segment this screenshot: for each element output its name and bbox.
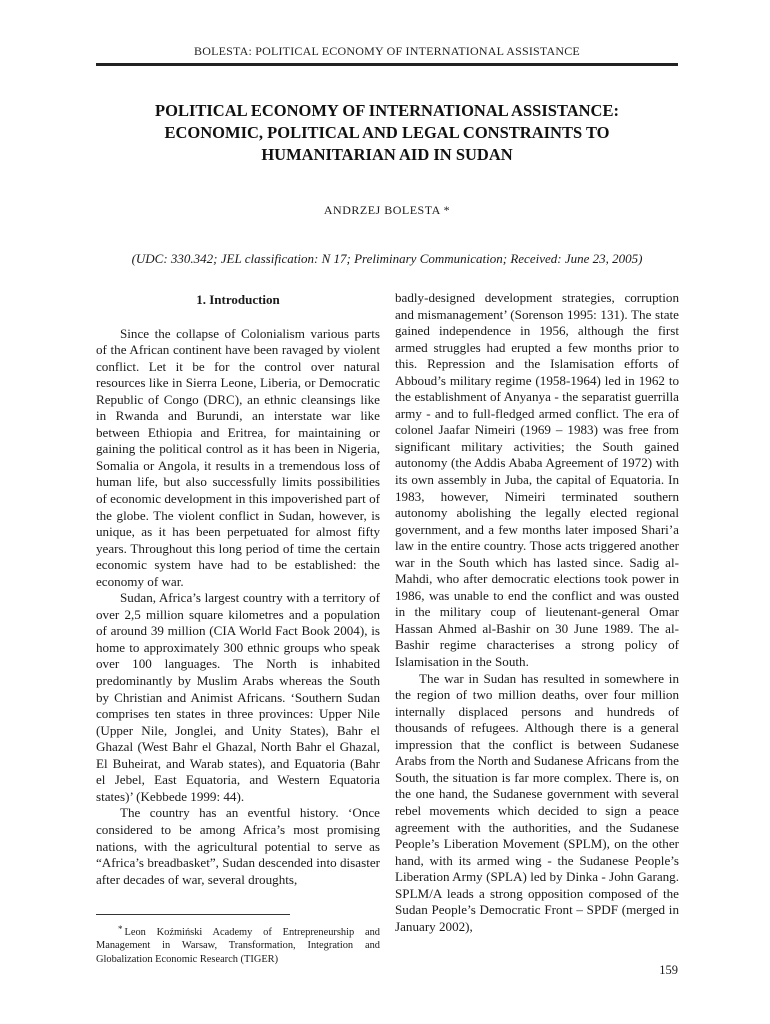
paragraph: Sudan, Africa’s largest country with a territory of over 2,5 million square kilometres and a population of around 39 million (CIA World Fact Book 2004), is home to approximately 300 ethnic groups who speak over 100 languages. The North is inhabited predominantly by Muslim Arabs whereas the South by Christian and Animist Africans. ‘Southern Sudan comprises ten states in three provinces: Upper Nile (Upper Nile, Jonglei, and Unity States), Bahr el Ghazal (West Bahr el Ghazal, North Bahr el Ghazal, El Buheirat, and Warab states), and Equatoria (Bahr el Jebel, East Equatoria, and Western Equatoria states)’ (Kebbede 1999: 44).	[96, 590, 380, 804]
article-title	[96, 100, 678, 166]
title-line-1: POLITICAL ECONOMY OF INTERNATIONAL ASSISTANCE:	[155, 101, 619, 120]
footnote-rule	[96, 914, 290, 915]
paragraph: Since the collapse of Colonialism various parts of the African continent have been ravaged by violent conflict. Let it be for the control over natural resources like in Sierra Leone, Liberia, or Democratic Republic of Congo (DRC), an ethnic cleansings like in Rwanda and Burundi, an interstate war like between Ethiopia and Eritrea, for maintaining or gaining the political control as it has been in Nigeria, Somalia or Angola, it results in a tremendous loss of human life, but also successfully limits possibilities of economic development in this impoverished part of the globe. The violent conflict in Sudan, however, is unique, as it has been perpetuated for almost fifty years. Throughout this long period of time the certain economic system have had to be established: the economy of war.	[96, 325, 380, 589]
footnote-text: Leon Koźmiński Academy of Entrepreneurship and Management in Warsaw, Transformation, Integration and Globalization Economic Research (TIGER)	[96, 927, 380, 965]
right-column	[395, 290, 679, 935]
running-header: BOLESTA: POLITICAL ECONOMY OF INTERNATIONAL ASSISTANCE	[194, 44, 580, 58]
paragraph: badly-designed development strategies, corruption and mismanagement’ (Sorenson 1995: 131). The state gained independence in 1956, although the first armed struggles had erupted a few months prior to this. Repression and the Islamisation efforts of Abboud’s military regime (1958-1964) led in 1962 to the establishment of Anyanya - the separatist guerrilla army - and to full-fledged armed conflict. The era of colonel Jaafar Nimeiri (1969 – 1983) was free from significant military activities; the South gained autonomy (the Addis Ababa Agreement of 1972) with its own assembly in Juba, the capital of Equatoria. In 1983, however, Nimeiri terminated southern autonomy abolishing the legally elected regional government, and a few months later imposed Shari’a law in the entire country. Those acts triggered another war in the South which has lasted since. Sadig al-Mahdi, who after democratic elections took power in 1986, was unable to end the conflict and was ousted in the military coup of lieutenant-general Omar Hassan Ahmed al-Bashir on 30 June 1989. The al-Bashir regime characterises a strong policy of Islamisation in the South.	[395, 290, 679, 670]
page-number: 159	[659, 963, 678, 977]
author-line: ANDRZEJ BOLESTA *	[323, 203, 451, 217]
footnote-marker: *	[118, 924, 123, 934]
header-rule	[96, 63, 678, 66]
title-line-2: ECONOMIC, POLITICAL AND LEGAL CONSTRAINTS TO	[164, 123, 610, 142]
left-column	[96, 290, 380, 888]
udc-classification: (UDC: 330.342; JEL classification: N 17; Preliminary Communication; Received: June 23, 2005)	[131, 251, 643, 266]
paragraph: The war in Sudan has resulted in somewhere in the region of two million deaths, over four million internally displaced persons and hundreds of thousands of refugees. Although there is a general impression that the conflict is between Sudanese Arabs from the North and Sudanese Africans from the South, the situation is far more complex. There is, on the one hand, the Sudanese government with several rebel movements which decided to sign a peace agreement with the authorities, and the Sudanese People’s Liberation Movement (SPLM), on the other hand, with its armed wing - the Sudanese People’s Liberation Army (SPLA) led by Dinka - John Garang. SPLM/A leads a strong opposition composed of the Sudan People’s Democratic Front – SPDF (merged in January 2002),	[395, 670, 679, 934]
section-heading: 1. Introduction	[196, 292, 280, 307]
footnote	[96, 923, 380, 966]
paragraph: The country has an eventful history. ‘Once considered to be among Africa’s most promising nations, with the agricultural potential to serve as “Africa’s breadbasket”, Sudan descended into disaster after decades of war, several droughts,	[96, 805, 380, 887]
title-line-3: HUMANITARIAN AID IN SUDAN	[261, 145, 513, 164]
